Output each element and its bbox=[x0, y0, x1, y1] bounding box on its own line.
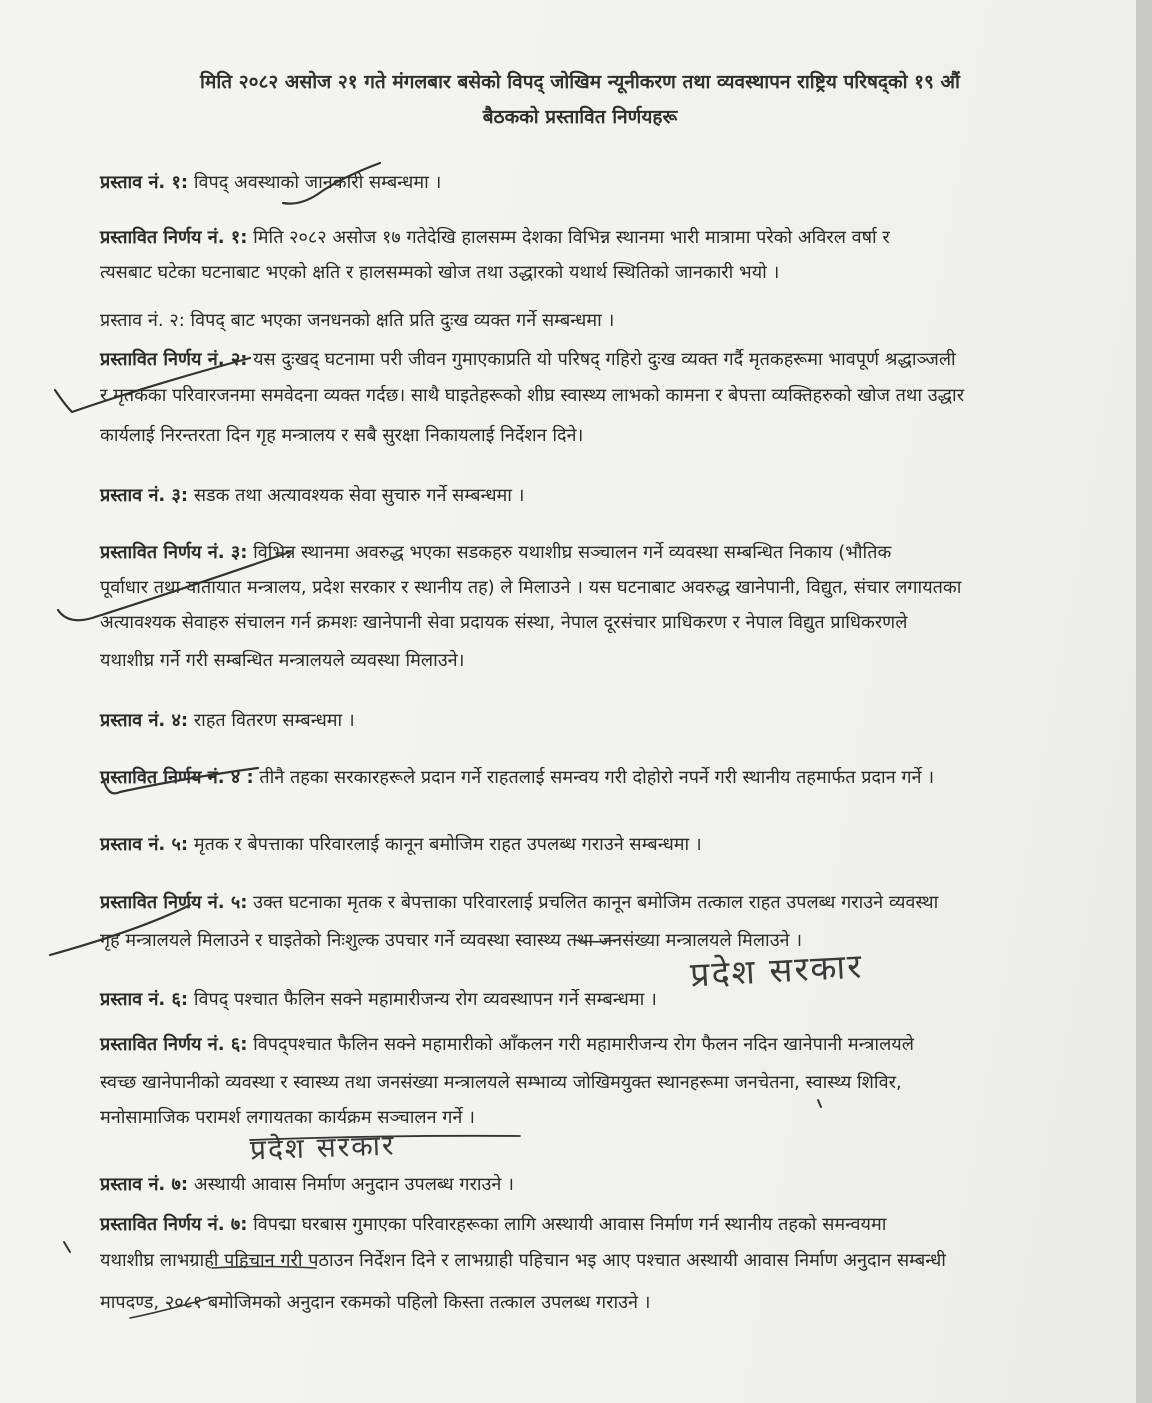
page-edge bbox=[1136, 0, 1152, 1403]
proposal-text: मृतक र बेपत्ताका परिवारलाई कानून बमोजिम राहत उपलब्ध गराउने सम्बन्धमा । bbox=[188, 834, 702, 855]
decision-label: प्रस्तावित निर्णय नं. १: bbox=[100, 227, 248, 248]
proposal-6 bbox=[100, 987, 657, 1011]
proposal-text: विपद् अवस्थाको जानकारी सम्बन्धमा । bbox=[188, 172, 442, 193]
decision-7-line-2: यथाशीघ्र लाभग्राही पहिचान गरी पठाउन निर्देशन दिने र लाभग्राही पहिचान भइ आए पश्चात अस्थायी आवास निर्माण अनुदान सम्बन्धी bbox=[100, 1250, 946, 1271]
proposal-label: प्रस्ताव नं. ५: bbox=[100, 834, 189, 855]
proposal-3 bbox=[100, 483, 525, 507]
decision-7 bbox=[100, 1212, 886, 1236]
proposal-label: प्रस्ताव नं. ४: bbox=[100, 710, 189, 731]
proposal-label: प्रस्ताव नं. १: bbox=[100, 172, 189, 193]
decision-label: प्रस्तावित निर्णय नं. २: bbox=[100, 349, 248, 370]
document-title-line-2: बैठकको प्रस्तावित निर्णयहरू bbox=[482, 106, 678, 128]
decision-6-line-2: स्वच्छ खानेपानीको व्यवस्था र स्वास्थ्य तथा जनसंख्या मन्त्रालयले सम्भाव्य जोखिमयुक्त स्थानहरूमा जनचेतना, स्वास्थ्य शिविर, bbox=[100, 1072, 902, 1093]
decision-text: मिति २०८२ असोज १७ गतेदेखि हालसम्म देशका विभिन्न स्थानमा भारी मात्रामा परेको अविरल वर्षा र bbox=[247, 227, 890, 248]
proposal-5 bbox=[100, 832, 702, 856]
handwritten-annotation-1: प्रदेश सरकार bbox=[689, 946, 865, 996]
proposal-text: विपद् पश्चात फैलिन सक्ने महामारीजन्य रोग व्यवस्थापन गर्ने सम्बन्धमा । bbox=[188, 989, 657, 1010]
decision-7-line-3: मापदण्ड, २०८१ बमोजिमको अनुदान रकमको पहिलो किस्ता तत्काल उपलब्ध गराउने । bbox=[100, 1292, 651, 1313]
proposal-text: अस्थायी आवास निर्माण अनुदान उपलब्ध गराउने । bbox=[188, 1174, 514, 1195]
decision-label: प्रस्तावित निर्णय नं. ६: bbox=[100, 1034, 248, 1055]
proposal-label: प्रस्ताव नं. ६: bbox=[100, 989, 189, 1010]
decision-3-line-3: अत्यावश्यक सेवाहरु संचालन गर्न क्रमशः खानेपानी सेवा प्रदायक संस्था, नेपाल दूरसंचार प्राधिकरण र नेपाल विद्युत प्राधिकरणले bbox=[100, 612, 908, 633]
handwritten-annotation-2: प्रदेश सरकार bbox=[249, 1128, 396, 1167]
proposal-4 bbox=[100, 708, 355, 732]
document-title-line-1: मिति २०८२ असोज २१ गते मंगलबार बसेको विपद् जोखिम न्यूनीकरण तथा व्यवस्थापन राष्ट्रिय परिषद्को १९ औं bbox=[200, 71, 960, 93]
decision-label: प्रस्तावित निर्णय नं. ३: bbox=[100, 542, 248, 563]
decision-text: विभिन्न स्थानमा अवरुद्ध भएका सडकहरु यथाशीघ्र सञ्चालन गर्ने व्यवस्था सम्बन्धित निकाय (भौतिक bbox=[247, 542, 892, 563]
proposal-text: राहत वितरण सम्बन्धमा । bbox=[188, 710, 355, 731]
proposal-label: प्रस्ताव नं. ३: bbox=[100, 485, 189, 506]
decision-3-line-2: पूर्वाधार तथा यातायात मन्त्रालय, प्रदेश सरकार र स्थानीय तह) ले मिलाउने । यस घटनाबाट अवरुद्ध खानेपानी, विद्युत, संचार लगायतका bbox=[100, 577, 962, 598]
decision-2 bbox=[100, 347, 956, 371]
decision-text: तीनै तहका सरकारहरूले प्रदान गर्ने राहतलाई समन्वय गरी दोहोरो नपर्ने गरी स्थानीय तहमार्फत प्रदान गर्ने । bbox=[253, 767, 935, 788]
decision-text: यस दुःखद् घटनामा परी जीवन गुमाएकाप्रति यो परिषद् गहिरो दुःख व्यक्त गर्दै मृतकहरूमा भावपूर्ण श्रद्धाञ्जली bbox=[247, 349, 956, 370]
decision-text: विपद्मा घरबास गुमाएका परिवारहरूका लागि अस्थायी आवास निर्माण गर्न स्थानीय तहको समन्वयमा bbox=[247, 1214, 887, 1235]
proposal-1 bbox=[100, 170, 441, 194]
decision-6-line-3: मनोसामाजिक परामर्श लगायतका कार्यक्रम सञ्चालन गर्ने । bbox=[100, 1107, 475, 1128]
decision-6 bbox=[100, 1032, 914, 1056]
decision-5 bbox=[100, 890, 938, 914]
decision-4 bbox=[100, 765, 934, 789]
proposal-label: प्रस्ताव नं. ७: bbox=[100, 1174, 189, 1195]
decision-label: प्रस्तावित निर्णय नं. ४ : bbox=[100, 767, 254, 788]
decision-label: प्रस्तावित निर्णय नं. ५: bbox=[100, 892, 248, 913]
proposal-7 bbox=[100, 1172, 514, 1196]
decision-text: उक्त घटनाका मृतक र बेपत्ताका परिवारलाई प्रचलित कानून बमोजिम तत्काल राहत उपलब्ध गराउने व्यवस्था bbox=[247, 892, 939, 913]
decision-3 bbox=[100, 540, 891, 564]
decision-1 bbox=[100, 225, 890, 249]
proposal-text: सडक तथा अत्यावश्यक सेवा सुचारु गर्ने सम्बन्धमा । bbox=[188, 485, 525, 506]
decision-2-line-3: कार्यलाई निरन्तरता दिन गृह मन्त्रालय र सबै सुरक्षा निकायलाई निर्देशन दिने। bbox=[100, 425, 584, 446]
decision-3-line-4: यथाशीघ्र गर्ने गरी सम्बन्धित मन्त्रालयले व्यवस्था मिलाउने। bbox=[100, 650, 465, 671]
pen-dot bbox=[818, 1100, 821, 1107]
decision-1-line-2: त्यसबाट घटेका घटनाबाट भएको क्षति र हालसम्मको खोज तथा उद्धारको यथार्थ स्थितिको जानकारी भयो । bbox=[100, 262, 780, 283]
pen-tick-10 bbox=[64, 1242, 70, 1252]
decision-text: विपद्पश्चात फैलिन सक्ने महामारीको आँकलन गरी महामारीजन्य रोग फैलन नदिन खानेपानी मन्त्रालयले bbox=[247, 1034, 914, 1055]
decision-2-line-2: र मृतकका परिवारजनमा समवेदना व्यक्त गर्दछ। साथै घाइतेहरूको शीघ्र स्वास्थ्य लाभको कामना र बेपत्ता व्यक्तिहरुको खोज तथा उद्धार bbox=[100, 385, 965, 406]
proposal-text: विपद् बाट भएका जनधनको क्षति प्रति दुःख व्यक्त गर्ने सम्बन्धमा । bbox=[184, 310, 615, 331]
decision-label: प्रस्तावित निर्णय नं. ७: bbox=[100, 1214, 248, 1235]
decision-5-line-2: गृह मन्त्रालयले मिलाउने र घाइतेको निःशुल्क उपचार गर्ने व्यवस्था स्वास्थ्य तथा जनसंख्या मन्त्रालयले मिलाउने । bbox=[100, 930, 803, 951]
proposal-label: प्रस्ताव नं. २: bbox=[100, 310, 185, 331]
proposal-2 bbox=[100, 308, 614, 332]
